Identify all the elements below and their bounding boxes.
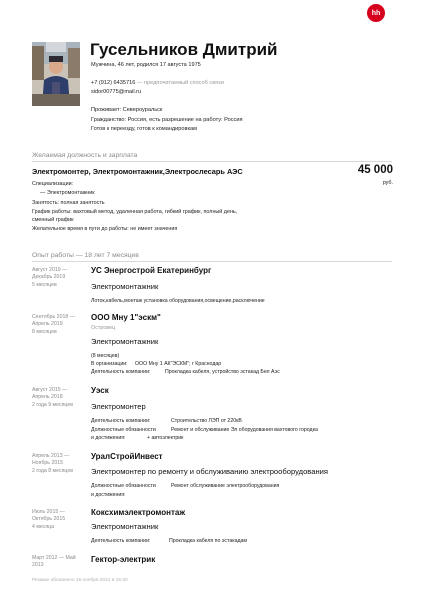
job-activity-row: [91, 538, 247, 544]
job-date-end: Ноябрь 2015: [32, 460, 63, 467]
job-date-end: 2013: [32, 562, 44, 569]
activity-label: Деятельность компании:: [91, 538, 151, 544]
job-date-end: Апрель 2018: [32, 394, 63, 401]
job-dates: [32, 509, 88, 531]
specializations-label: Специализации:: [32, 181, 74, 187]
duties-label: Должностные обязанности: [91, 483, 156, 489]
achievements-value: + автоэлектрик: [147, 435, 184, 441]
job-dates: [32, 453, 88, 475]
achievements-label: и достижения:: [91, 435, 126, 441]
job-activity-row: [91, 418, 242, 424]
job-duration: 2 года 8 месяцев: [32, 467, 73, 474]
job-date-start: Апрель 2013 —: [32, 453, 70, 459]
duties-value: Ремонт и обслуживание Эл оборудования вахтового городка: [171, 427, 318, 433]
activity-value: Строительство ЛЭП от 220кВ: [171, 418, 242, 424]
schedule-line-2: сменный график: [32, 217, 74, 223]
duties-value: Ремонт обслуживание электрооборудования: [171, 483, 280, 489]
desired-position-title: Электромонтер, Электромонтажник,Электрослесарь АЭС: [32, 167, 243, 176]
desired-salary: 45 000: [357, 164, 393, 176]
job-duration: 8 месяцев: [32, 328, 57, 335]
job-date-start: Июль 2015 —: [32, 509, 65, 515]
job-duration: 2 года 9 месяцев: [32, 401, 73, 408]
org-value: ООО Мну 1 АК"ЭСКМ"; г Краснодар: [135, 361, 222, 367]
salary-currency: руб.: [382, 180, 393, 186]
email-link[interactable]: sidor00775@mail.ru: [91, 89, 142, 95]
job-company: Коксхимэлектромонтаж: [91, 508, 185, 517]
job-date-end: Декабрь 2019: [32, 274, 66, 281]
job-location: Островец: [91, 325, 116, 331]
citizenship: Гражданство: Россия, есть разрешение на работу: Россия: [91, 117, 243, 123]
resume-updated-footer: Резюме обновлено 16 ноября 2021 в 15:30: [32, 578, 128, 583]
phone-number[interactable]: +7 (912) 6435716: [91, 80, 136, 86]
location: Проживает: Североуральск: [91, 107, 163, 113]
job-date-start: Август 2019 —: [32, 267, 68, 273]
job-activity-row: [91, 369, 280, 375]
candidate-summary: Мужчина, 46 лет, родился 17 августа 1975: [91, 62, 201, 68]
job-position: Электромонтер: [91, 402, 146, 411]
activity-value: Прокладка кабеля по эстакадам: [169, 538, 247, 544]
job-position: Электромонтер по ремонту и обслуживанию электрооборудования: [91, 467, 329, 476]
section-divider: [32, 161, 392, 162]
activity-label: Деятельность компании:: [91, 369, 151, 375]
job-dates: [32, 267, 88, 289]
profile-photo: [32, 42, 80, 106]
phone-preferred-note: — предпочитаемый способ связи: [135, 80, 224, 86]
job-date-start: Март 2012 — Май: [32, 555, 76, 561]
job-company: Гектор-электрик: [91, 555, 156, 564]
hh-logo[interactable]: hh: [367, 4, 385, 22]
job-duties-row: [91, 427, 318, 433]
job-achievements-row: [91, 492, 126, 498]
job-position: Электромонтажник: [91, 282, 159, 291]
job-date-end: Апрель 2019: [32, 321, 63, 328]
job-duration: 4 месяца: [32, 523, 55, 530]
job-date-start: Сентябрь 2018 —: [32, 314, 75, 320]
job-duration: 5 месяцев: [32, 281, 57, 288]
activity-value: Прокладка кабеля, устройство эстакад Бел Аэс: [165, 369, 280, 375]
job-company: ООО Мну 1"эскм": [91, 313, 161, 322]
job-position: Электромонтажник: [91, 522, 159, 531]
job-date-end: Октябрь 2015: [32, 516, 66, 523]
job-organization-row: [91, 361, 221, 367]
job-description: Лоток,кабель,монтаж установка оборудования,освещение,расключение: [91, 298, 265, 304]
job-duties-row: [91, 483, 279, 489]
duties-label: Должностные обязанности: [91, 427, 156, 433]
job-dates: [32, 555, 88, 570]
job-achievements-row: [91, 435, 183, 441]
employment-type: Занятость: полная занятость: [32, 200, 105, 206]
relocation: Готов к переезду, готов к командировкам: [91, 126, 197, 132]
section-title-experience: Опыт работы — 18 лет 7 месяцев: [32, 252, 139, 259]
org-label: В организации:: [91, 361, 128, 367]
job-company: Уэск: [91, 386, 109, 395]
contact-phone-row: [91, 80, 224, 86]
job-note: (8 месяцев): [91, 353, 120, 359]
job-company: УС Энергострой Екатеринбург: [91, 266, 212, 275]
schedule-line-1: График работы: вахтовый метод, удаленная работа, гибкий график, полный день,: [32, 209, 238, 215]
achievements-label: и достижения:: [91, 492, 126, 498]
section-title-desired: Желаемая должность и зарплата: [32, 152, 138, 159]
job-dates: [32, 314, 88, 336]
job-date-start: Август 2015 —: [32, 387, 68, 393]
candidate-name: Гусельников Дмитрий: [90, 40, 278, 59]
job-dates: [32, 387, 88, 409]
job-company: УралСтройИнвест: [91, 452, 163, 461]
job-position: Электромонтажник: [91, 337, 159, 346]
specialization-item: — Электромонтажник: [40, 190, 95, 196]
section-divider: [32, 261, 392, 262]
travel-time: Желательное время в пути до работы: не имеет значения: [32, 226, 178, 232]
activity-label: Деятельность компании:: [91, 418, 151, 424]
